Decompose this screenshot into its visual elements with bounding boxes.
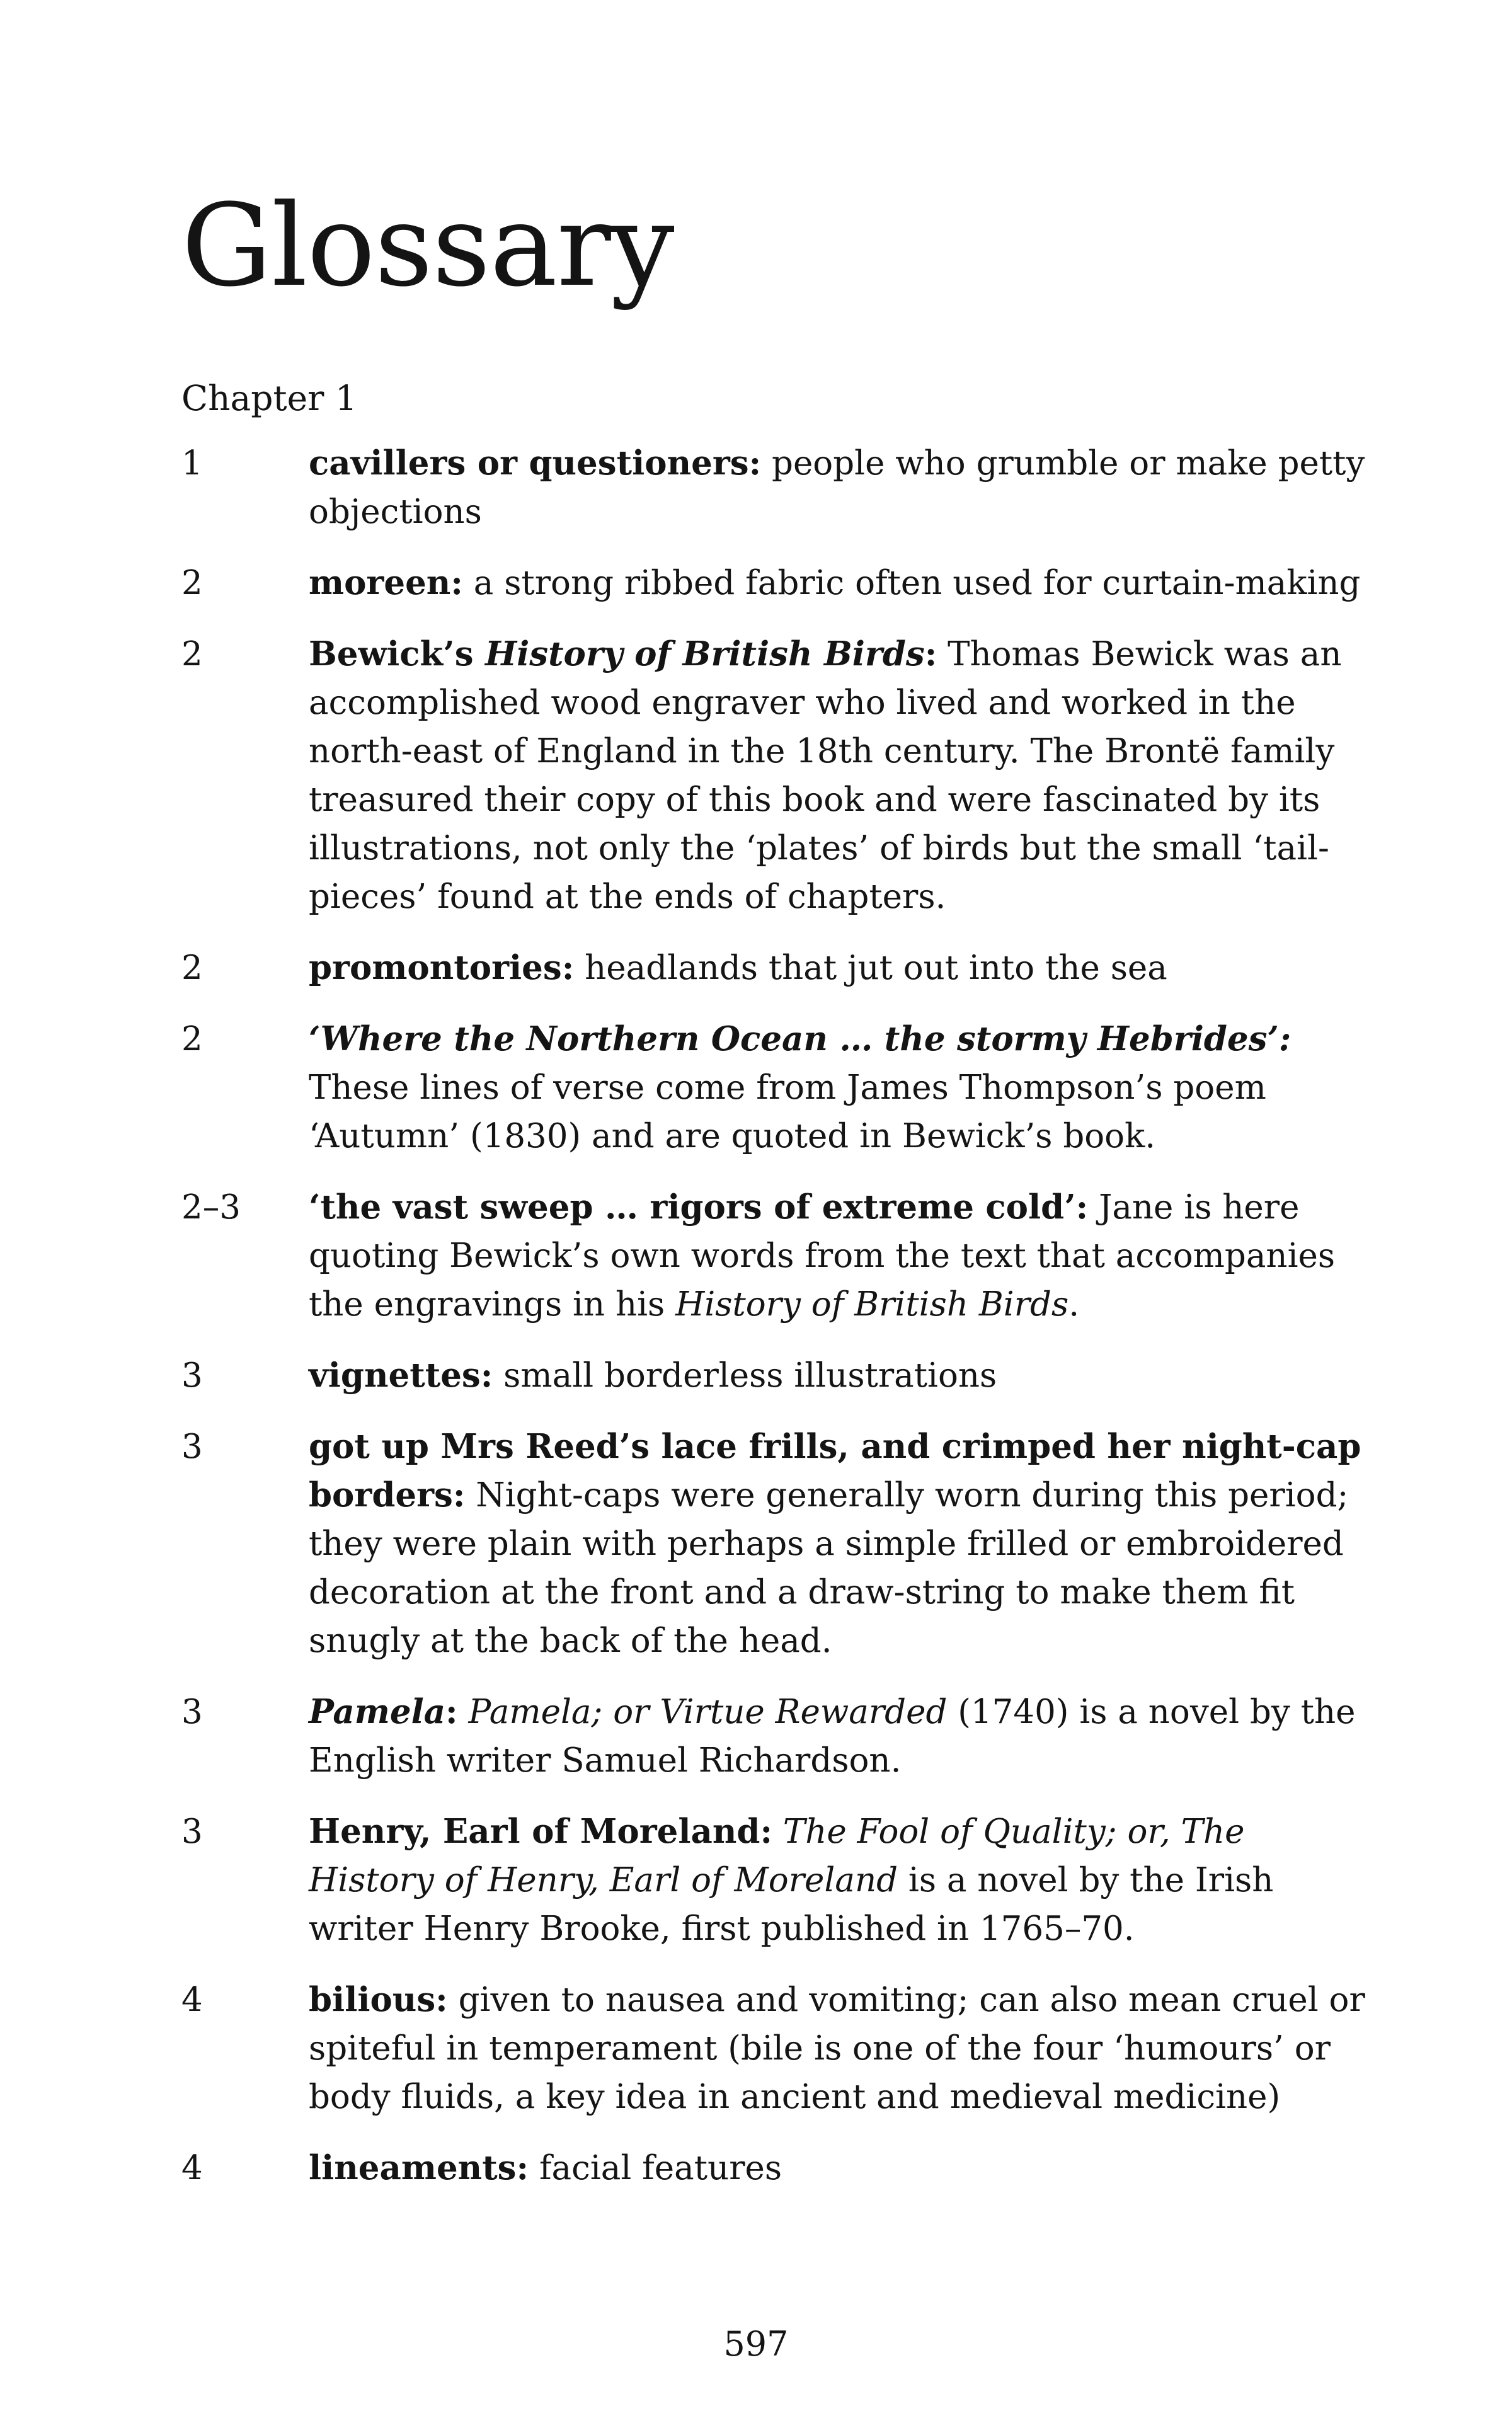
entry-text <box>309 1423 1375 1665</box>
glossary-entry <box>181 1807 1375 1953</box>
definition-segment: a strong ribbed fabric often used for curtain-making <box>462 563 1361 602</box>
term-segment: ‘Where the Northern Ocean … the stormy Hebrides’: <box>309 1019 1292 1058</box>
term-segment: lineaments: <box>309 2148 529 2187</box>
term-segment: got up Mrs Reed’s lace frills, and crimped her night-cap borders: <box>309 1426 1361 1515</box>
definition-segment: History of British Birds <box>675 1285 1069 1324</box>
entry-page-ref: 2–3 <box>181 1188 241 1227</box>
entry-page-ref: 2 <box>181 563 203 602</box>
term-segment: cavillers or questioners: <box>309 443 762 483</box>
entry-text <box>309 439 1375 536</box>
definition-segment: . <box>1068 1285 1080 1324</box>
entry-page-ref: 3 <box>181 1427 203 1466</box>
term-segment: Henry, Earl of Moreland: <box>309 1811 773 1851</box>
definition-segment: people who grumble or make petty objections <box>309 444 1365 531</box>
term-segment: Pamela <box>309 1692 446 1731</box>
definition-segment: These lines of verse come from James Thompson’s poem ‘Autumn’ (1830) and are quoted in Bewick’s book. <box>309 1068 1266 1155</box>
chapter-heading: Chapter 1 <box>181 377 357 418</box>
term-segment: vignettes: <box>309 1355 493 1395</box>
entry-page-ref: 4 <box>181 2148 203 2187</box>
glossary-entry <box>181 1688 1375 1785</box>
glossary-entry <box>181 559 1375 607</box>
entry-text <box>309 944 1375 992</box>
term-segment: History of British Birds <box>485 634 925 673</box>
definition-segment: given to nausea and vomiting; can also mean cruel or spiteful in temperament (bile is one of the four ‘humours’ or body fluids, a key idea in ancient and medieval medicine) <box>309 1980 1365 2116</box>
entry-text <box>309 559 1375 607</box>
term-segment: Bewick’s <box>309 634 486 673</box>
term-segment: bilious: <box>309 1979 448 2019</box>
entry-page-ref: 3 <box>181 1692 203 1731</box>
glossary-entry <box>181 1351 1375 1400</box>
entry-text <box>309 1183 1375 1329</box>
term-segment: moreen: <box>309 563 463 602</box>
definition-segment: Pamela; or Virtue Rewarded <box>468 1692 948 1731</box>
glossary-entry <box>181 1423 1375 1665</box>
page-title: Glossary <box>181 180 674 312</box>
glossary-entry <box>181 2144 1375 2192</box>
entry-page-ref: 1 <box>181 444 203 483</box>
glossary-entry <box>181 1015 1375 1160</box>
definition-segment: Night-caps were generally worn during this period; they were plain with perhaps a simple frilled or embroidered decoration at the front and a draw-string to make them fit snugly at the back of the head. <box>309 1475 1349 1660</box>
glossary-entry <box>181 439 1375 536</box>
definition-segment: is a novel by the Irish writer Henry Brooke, first published in 1765–70. <box>309 1860 1274 1948</box>
definition-segment <box>458 1693 469 1731</box>
entry-text <box>309 1807 1375 1953</box>
definition-segment: (1740) is a novel by the English writer Samuel Richardson. <box>309 1692 1356 1780</box>
entry-text <box>309 630 1375 921</box>
entry-page-ref: 3 <box>181 1356 203 1395</box>
definition-segment: headlands that jut out into the sea <box>574 948 1167 987</box>
entry-page-ref: 2 <box>181 948 203 987</box>
definition-segment <box>772 1813 783 1851</box>
definition-segment: facial features <box>529 2148 782 2187</box>
entry-text <box>309 2144 1375 2192</box>
term-segment: : <box>924 634 937 673</box>
entry-text <box>309 1015 1375 1160</box>
definition-segment: The Fool of Quality; or, The History of Henry, Earl of Moreland <box>309 1812 1245 1899</box>
definition-segment: small borderless illustrations <box>493 1356 997 1395</box>
glossary-list <box>181 439 1375 2192</box>
term-segment: promontories: <box>309 948 575 987</box>
entry-text <box>309 1688 1375 1785</box>
entry-page-ref: 4 <box>181 1980 203 2019</box>
glossary-entry <box>181 944 1375 992</box>
entry-text <box>309 1976 1375 2121</box>
entry-text <box>309 1351 1375 1400</box>
term-segment: : <box>445 1692 458 1731</box>
entry-page-ref: 2 <box>181 634 203 673</box>
definition-segment: Thomas Bewick was an accomplished wood engraver who lived and worked in the north-east of England in the 18th century. The Brontë family treasured their copy of this book and were fascinated by its illustrations, not only the ‘plates’ of birds but the small ‘tail-pieces’ found at the ends of chapters. <box>309 634 1342 916</box>
definition-segment: Jane is here quoting Bewick’s own words from the text that accompanies the engravings in his <box>309 1188 1336 1324</box>
glossary-entry <box>181 1976 1375 2121</box>
folio-page-number: 597 <box>723 2324 789 2364</box>
term-segment: ‘the vast sweep … rigors of extreme cold’: <box>309 1187 1089 1227</box>
glossary-entry <box>181 630 1375 921</box>
entry-page-ref: 2 <box>181 1019 203 1058</box>
glossary-entry <box>181 1183 1375 1329</box>
entry-page-ref: 3 <box>181 1812 203 1851</box>
